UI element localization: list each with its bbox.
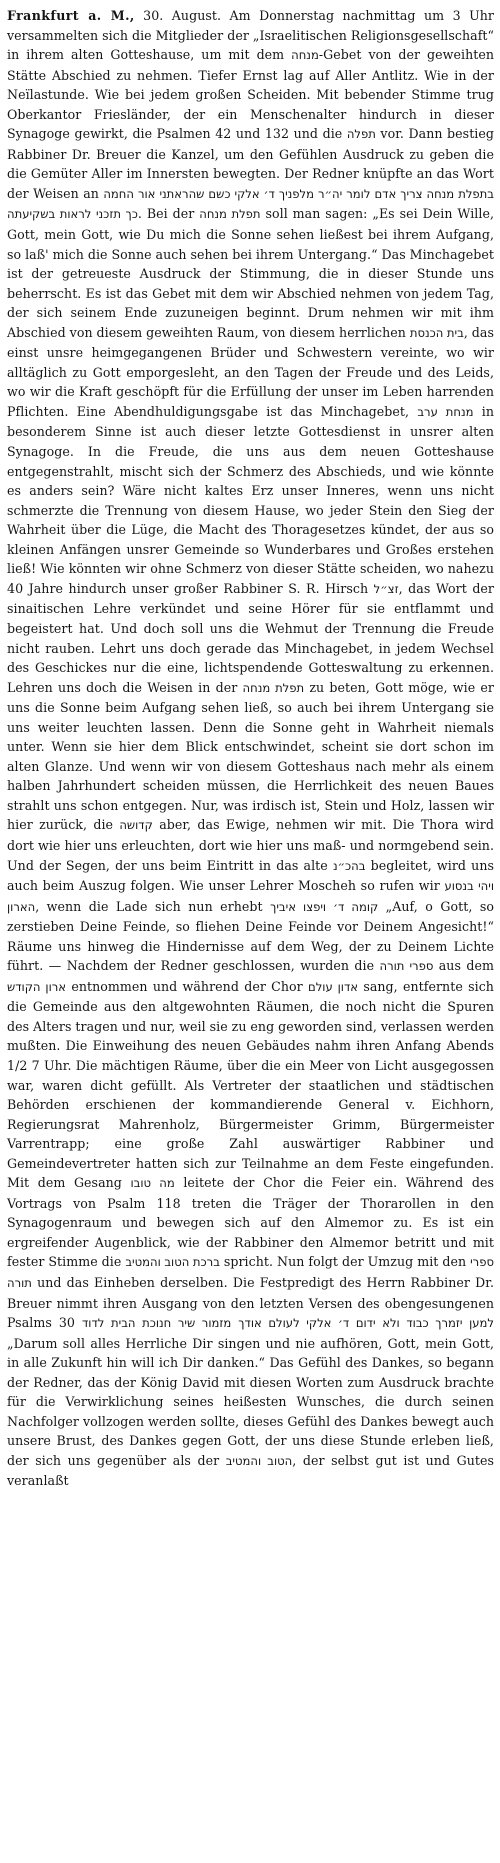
article-text: vor. Dann bestieg Rabbiner Dr. Breuer die Kanzel, um den Gefühlen Ausdruck zu geben die die Gemüter Aller im Innersten bewegten. Der Redner knüpfte an das Wort der Weisen an — [7, 126, 494, 201]
article-text: begleitet, wird uns auch beim Auszug folgen. Wie unser Lehrer Moscheh so rufen wir — [7, 857, 494, 894]
hebrew-phrase: ספרי תורה — [7, 1255, 494, 1290]
article-text: , wenn die Lade sich nun erhebt — [35, 898, 271, 914]
article-text: sang, entfernte sich die Gemeinde aus den altgewohnten Räumen, die noch nicht die Spuren des Alters tragen und nur, weil sie zu eng geworden sind, verlassen werden mußten. Die Einweihung des neuen Gebäudes nahm ihren Anfang Abends 1/2 7 Uhr. Die mächtigen Räume, über die ein Meer von Licht ausgegossen war, waren dicht gefüllt. Als Vertreter der staatlichen und städtischen Behörden erschienen der kommandierende General v. Eichhorn, Regierungsrat Mahrenholz, Bürgermeister Grimm, Bürgermeister Varrentrapp; eine große Zahl auswärtiger Rabbiner und Gemeindevertreter hatten sich zur Teilnahme an dem Feste eingefunden. Mit dem Gesang — [7, 978, 494, 1191]
hebrew-phrase: מנחה — [291, 48, 319, 63]
hebrew-phrase: מזמור שיר חנוכת הבית לדוד — [81, 1316, 232, 1331]
article-text: und das Einheben derselben. Die Festpredigt des Herrn Rabbiner Dr. Breuer nimmt ihren Ausgang von den letzten Versen des obengesungenen Psalms 30 — [7, 1275, 494, 1331]
hebrew-phrase: קומה ד׳ ויפצו איביך — [270, 899, 379, 914]
article-text: leitete der Chor die Feier ein. Während des Vortrags von Psalm 118 treten die Träger der Thorarollen in den Synagogenraum und bewegen sich auf den Almemor zu. Es ist ein ergreifender Augenblick, wie der Rabbiner den Almemor betritt und mit fester Stimme die — [7, 1175, 494, 1270]
hebrew-phrase: ויהי בנסוע הארון — [7, 879, 494, 914]
hebrew-phrase: אדון עולם — [308, 979, 359, 994]
hebrew-phrase: תפלת מנחה — [242, 680, 305, 695]
article-text: entnommen und während der Chor — [66, 978, 309, 994]
article-text: „Darum soll alles Herrliche Dir singen und nie aufhören, Gott, mein Gott, in alle Zukunft hin will ich Dir danken.“ Das Gefühl des Dankes, so begann der Redner, das der König David mit diesen Worten zum Ausdruck brachte für die Verwirklichung seines heißesten Wunsches, die durch seinen Nachfolger vollzogen werden sollte, dieses Gefühl des Dankes bewegt auch unsere Brust, des Dankes gegen Gott, der uns diese Stunde erleben ließ, der sich uns gegenüber als der — [7, 1335, 494, 1468]
article-column — [7, 6, 494, 1491]
dateline: Frankfurt a. M., — [7, 8, 135, 23]
hebrew-phrase: מנחת ערב — [417, 404, 474, 419]
hebrew-phrase: בתפלת מנחה צריך אדם לומר יה״ר מלפניך ד׳ אלקי כשם שהראתני אור החמה כך תזכני לראות בשקיעתה — [7, 186, 494, 222]
article-paragraph — [7, 6, 494, 1491]
article-text: 30. August. Am Donnerstag nachmittag um 3 Uhr versammelten sich die Mitglieder der „Israelitischen Religionsgesellschaft“ in ihrem alten Gotteshause, um mit dem — [7, 8, 494, 63]
article-text: aber, das Ewige, nehmen wir mit. Die Thora wird dort wie hier uns erleuchten, dort wie hier uns maß- und normgebend sein. Und der Segen, der uns beim Eintritt in das alte — [7, 817, 494, 873]
hebrew-phrase: למען יזמרך כבוד ולא ידום ד׳ אלקי לעולם אודך — [238, 1316, 495, 1331]
hebrew-phrase: תפלת מנחה — [199, 207, 261, 222]
hebrew-phrase: זצ״ל — [373, 581, 399, 596]
article-text: soll man sagen: „Es sei Dein Wille, Gott, mein Gott, wie Du mich die Sonne sehen ließest bei ihrem Aufgang, so laß' mich die Sonne auch sehen bei ihrem Untergang.“ Das Minchagebet ist der getreueste Ausdruck der Stimmung, die in dieser Stunde uns beherrscht. Es ist das Gebet mit dem wir Abschied nehmen von jedem Tag, der sich seinem Ende zuzuneigen beginnt. Drum nehmen wir mit ihm Abschied von diesem geweihten Raum, von diesem herrlichen — [7, 206, 494, 340]
article-text: in besonderem Sinne ist auch dieser letzte Gottesdienst in unsrer alten Synagoge. In die Freude, die uns aus dem neuen Gotteshause entgegenstrahlt, mischt sich der Schmerz des Abschieds, und wie könnte es anders sein? Wäre nicht kaltes Erz unser Inneres, wenn uns nicht schmerzte die Trennung von diesem Hause, wo jeder Stein den Sieg der Wahrheit über die Lüge, die Macht des Thoragesetzes kündet, der aus so kleinen Anfängen unsrer Gemeinde so Wunderbares und Großes erstehen ließ! Wie könnten wir ohne Schmerz von dieser Stätte scheiden, wo nahezu 40 Jahre hindurch unser großer Rabbiner S. R. Hirsch — [7, 403, 494, 596]
article-text: „Auf, o Gott, so zerstieben Deine Feinde, so fliehen Deine Feinde vor Deinem Angesicht!“ Räume uns hinweg die Hindernisse auf dem Weg, der zu Deinem Lichte führt. — Nachdem der Redner geschlossen, wurden die — [7, 898, 494, 974]
hebrew-phrase: ברכת הטוב והמטיב — [125, 1255, 220, 1270]
article-text: zu beten, Gott möge, wie er uns die Sonne beim Aufgang sehen ließ, so auch bei ihrem Untergang sie uns weiter leuchten lassen. Denn die Sonne geht in Wahrheit niemals unter. Wenn sie hier dem Blick entschwindet, scheint sie dort schon im alten Glanze. Und wenn wir von diesem Gotteshaus nach mehr als einem halben Jahrhundert scheiden müssen, die Herrlichkeit des neuen Baues strahlt uns schon entgegen. Nur, was irdisch ist, Stein und Holz, lassen wir hier zurück, die — [7, 679, 494, 833]
hebrew-phrase: מה טובו — [130, 1176, 175, 1191]
article-text: . Bei der — [137, 206, 200, 222]
article-text: , das einst unsre heimgegangenen Brüder und Schwestern vereinte, wo wir alltäglich zu Gott emporgesleht, an den Tagen der Freude und des Leids, wo wir die Kraft geschöpft für die Erfüllung der unser im Leben harrenden Pflichten. Eine Abendhuldigungsgabe ist das Minchagebet, — [7, 324, 494, 419]
hebrew-phrase: בהכ״נ — [332, 858, 366, 873]
article-text: -Gebet von der geweihten Stätte Abschied zu nehmen. Tiefer Ernst lag auf Aller Antlitz. Wie in der Neïlastunde. Wie bei jedem großen Scheiden. Mit bebender Stimme trug Oberkantor Friesländer, der ein Menschenalter hindurch in dieser Synagoge gewirkt, die Psalmen 42 und 132 und die — [7, 47, 495, 142]
article-text: , der selbst gut ist und Gutes veranlaßt — [7, 1452, 494, 1489]
hebrew-phrase: הטוב והמטיב — [225, 1453, 293, 1468]
hebrew-phrase: ארון הקודש — [7, 979, 67, 994]
article-text: spricht. Nun folgt der Umzug mit den — [219, 1254, 471, 1270]
article-text: aus dem — [433, 958, 494, 974]
hebrew-phrase: ספרי תורה — [379, 959, 434, 974]
hebrew-phrase: בית הכנסת — [409, 325, 464, 340]
hebrew-phrase: קדושה — [119, 818, 153, 833]
article-text: , das Wort der sinaitischen Lehre verkündet und seine Hörer für sie entflammt und begeistert hat. Und doch soll uns die Wehmut der Trennung die Freude nicht rauben. Lehrt uns doch gerade das Minchagebet, in jedem Wechsel des Geschickes nur die eine, lichtspendende Gotteswaltung zu erkennen. Lehren uns doch die Weisen in der — [7, 580, 494, 695]
hebrew-phrase: תפלה — [346, 127, 376, 142]
